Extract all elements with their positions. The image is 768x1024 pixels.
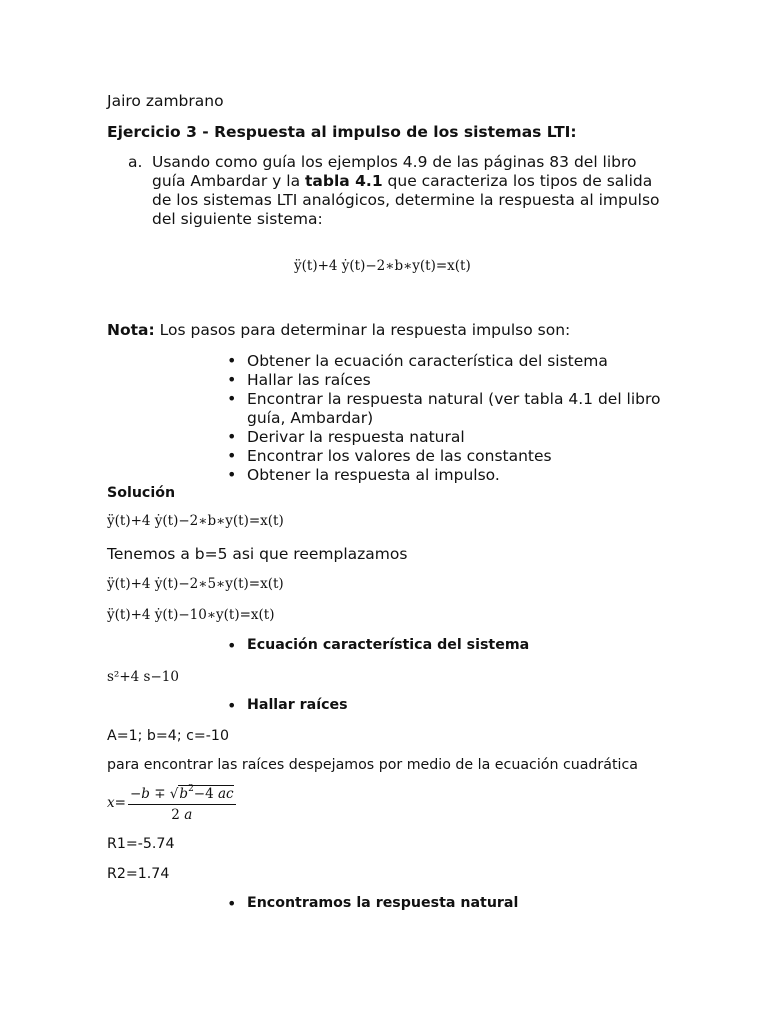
item-a-marker: a. xyxy=(128,153,143,171)
bullet-icon: • xyxy=(227,696,237,715)
note-label: Nota: xyxy=(107,321,155,339)
list-item-continuation: guía, Ambardar) xyxy=(247,409,374,427)
bullet-icon: • xyxy=(227,370,237,389)
list-item: Obtener la ecuación característica del sistema xyxy=(247,352,608,370)
item-a-line3: de los sistemas LTI analógicos, determine la respuesta al impulso xyxy=(152,191,660,209)
item-a-line4: del siguiente sistema: xyxy=(152,210,323,228)
solution-heading: Solución xyxy=(107,485,176,501)
bullet-icon: • xyxy=(227,389,237,408)
author-name: Jairo zambrano xyxy=(107,92,224,110)
list-item: Encontrar la respuesta natural (ver tabla 4.1 del libro xyxy=(247,390,661,408)
bullet-icon: • xyxy=(227,894,237,913)
section-natural-response: Encontramos la respuesta natural xyxy=(247,895,519,911)
bullet-icon: • xyxy=(227,636,237,655)
item-a-line2-pre: guía Ambardar y la xyxy=(152,172,306,190)
root-2: R2=1.74 xyxy=(107,866,170,882)
equation-2: ÿ(t)+4 ẏ(t)−2∗5∗y(t)=x(t) xyxy=(107,576,284,592)
b-value-text: Tenemos a b=5 asi que reemplazamos xyxy=(107,545,408,563)
quadratic-intro: para encontrar las raíces despejamos por medio de la ecuación cuadrática xyxy=(107,757,638,773)
quadratic-formula: x= $\frac{-b \mp √b^2-4 ac}{2 a}$ xyxy=(107,784,234,824)
root-1: R1=-5.74 xyxy=(107,836,175,852)
note-line xyxy=(107,321,570,340)
bullet-icon: • xyxy=(227,351,237,370)
equation-1: ÿ(t)+4 ẏ(t)−2∗b∗y(t)=x(t) xyxy=(107,513,284,529)
coefficients: A=1; b=4; c=-10 xyxy=(107,728,229,744)
section-characteristic-equation: Ecuación característica del sistema xyxy=(247,637,530,653)
item-a-line2-post: que caracteriza los tipos de salida xyxy=(382,172,653,190)
bullet-icon: • xyxy=(227,446,237,465)
bullet-icon: • xyxy=(227,427,237,446)
exercise-title: Ejercicio 3 - Respuesta al impulso de los sistemas LTI: xyxy=(107,123,577,141)
list-item: Hallar las raíces xyxy=(247,371,371,389)
item-a-line2 xyxy=(152,172,652,191)
item-a-line1: Usando como guía los ejemplos 4.9 de las páginas 83 del libro xyxy=(152,153,637,171)
note-text: Los pasos para determinar la respuesta impulso son: xyxy=(154,321,571,339)
equation-general: ÿ(t)+4 ẏ(t)−2∗b∗y(t)=x(t) xyxy=(294,258,471,274)
bullet-icon: • xyxy=(227,465,237,484)
section-find-roots: Hallar raíces xyxy=(247,697,348,713)
list-item: Encontrar los valores de las constantes xyxy=(247,447,552,465)
list-item: Derivar la respuesta natural xyxy=(247,428,465,446)
equation-3: ÿ(t)+4 ẏ(t)−10∗y(t)=x(t) xyxy=(107,607,275,623)
characteristic-equation: s²+4 s−10 xyxy=(107,669,179,685)
list-item: Obtener la respuesta al impulso. xyxy=(247,466,500,484)
item-a-line2-bold: tabla 4.1 xyxy=(305,172,383,190)
